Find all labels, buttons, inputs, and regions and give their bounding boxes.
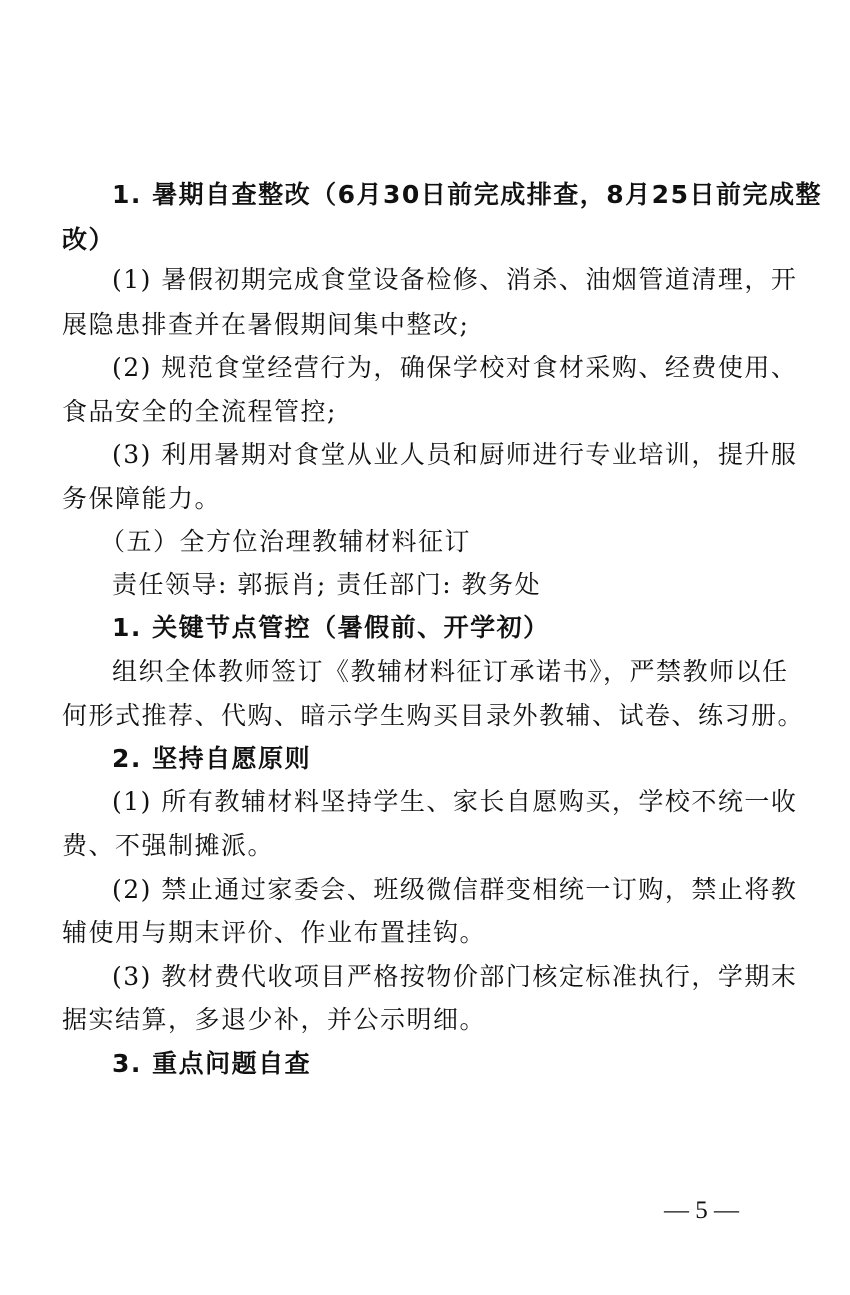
paragraph-line: 务保障能力。 — [62, 484, 222, 513]
responsibility-line: 责任领导: 郭振肖; 责任部门: 教务处 — [112, 570, 542, 599]
paragraph-line: (3) 利用暑期对食堂从业人员和厨师进行专业培训，提升服 — [112, 440, 798, 469]
subheading: 3. 重点问题自查 — [112, 1049, 312, 1078]
paragraph-line: 组织全体教师签订《教辅材料征订承诺书》，严禁教师以任 — [112, 657, 789, 686]
paragraph-line: 展隐患排查并在暑假期间集中整改; — [62, 310, 470, 339]
paragraph-line: 据实结算，多退少补，并公示明细。 — [62, 1005, 487, 1034]
heading-summer-self-check-cont: 改） — [62, 225, 116, 254]
section-heading: （五）全方位治理教辅材料征订 — [100, 527, 472, 556]
subheading: 2. 坚持自愿原则 — [112, 744, 312, 773]
paragraph-line: (2) 规范食堂经营行为，确保学校对食材采购、经费使用、 — [112, 353, 798, 382]
paragraph-line: 费、不强制摊派。 — [62, 831, 275, 860]
paragraph-line: 食品安全的全流程管控; — [62, 397, 337, 426]
page-number: — 5 — — [664, 1197, 739, 1224]
paragraph-line: (2) 禁止通过家委会、班级微信群变相统一订购，禁止将教 — [112, 875, 798, 904]
paragraph-line: (3) 教材费代收项目严格按物价部门核定标准执行，学期末 — [112, 962, 798, 991]
heading-summer-self-check: 1. 暑期自查整改（6月30日前完成排查，8月25日前完成整 — [112, 180, 822, 209]
paragraph-line: (1) 所有教辅材料坚持学生、家长自愿购买，学校不统一收 — [112, 787, 798, 816]
paragraph-line: 辅使用与期末评价、作业布置挂钩。 — [62, 918, 487, 947]
paragraph-line: (1) 暑假初期完成食堂设备检修、消杀、油烟管道清理，开 — [112, 265, 798, 294]
paragraph-line: 何形式推荐、代购、暗示学生购买目录外教辅、试卷、练习册。 — [62, 701, 805, 730]
subheading: 1. 关键节点管控（暑假前、开学初） — [112, 613, 550, 642]
